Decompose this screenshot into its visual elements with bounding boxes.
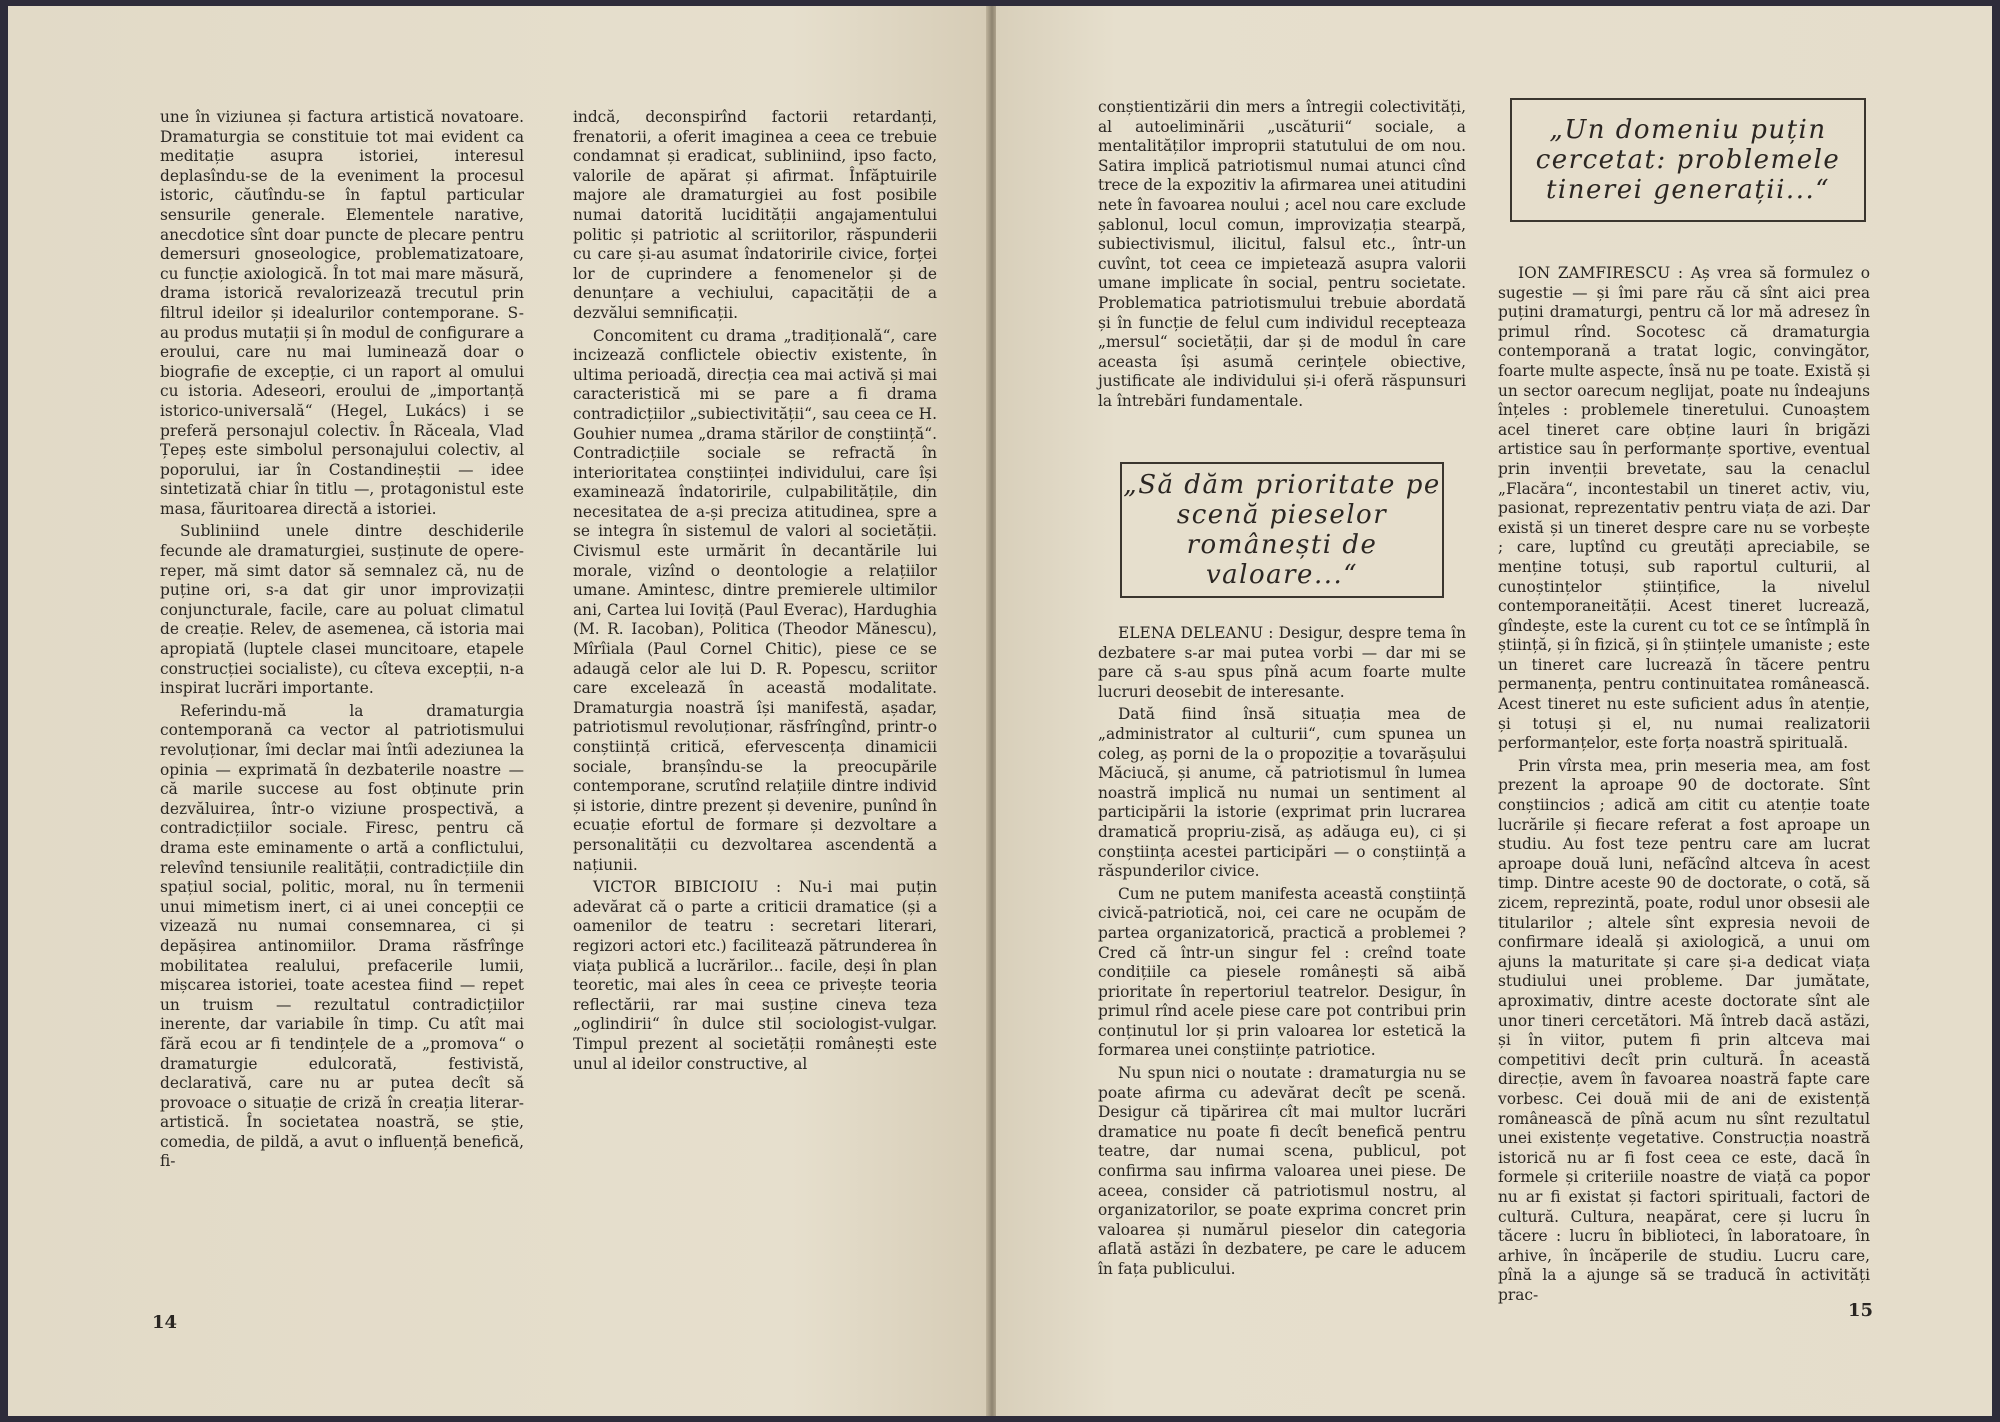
- paragraph: VICTOR BIBICIOIU : Nu-i mai puțin adevărat că o parte a criticii dramatice (și a oamenilor de teatru : secretari literari, regizori actori etc.) facilitează pătrunderea în viața publică a lucrărilor... facile, deși în plan teoretic, mai ales în ceea ce privește teoria reflectării, rar mai susține cineva teza „oglindirii“ în dulce stil sociologist-vulgar. Timpul prezent al societății românești este unul al ideilor constructive, al: [573, 878, 937, 1073]
- page-number: 14: [152, 1312, 178, 1333]
- page-number: 15: [1848, 1300, 1874, 1321]
- paragraph: Subliniind unele dintre deschiderile fecunde ale dramaturgiei, susținute de opere-reper, mă simt dator să semnalez că, nu de puține ori, s-a dat gir unor improvizații conjuncturale, facile, care au poluat climatul de creație. Relev, de asemenea, că istoria mai apropiată (luptele clasei muncitoare, etapele construcției socialiste), cu cîteva excepții, n-a inspirat lucrări importante.: [160, 522, 524, 698]
- paragraph: ION ZAMFIRESCU : Aș vrea să formulez o sugestie — și îmi pare rău că sînt aici prea puțini dramaturgi, pentru că lor mă adresez în primul rînd. Socotesc că dramaturgia contemporană a tratat logic, convingător, foarte multe aspecte, însă nu pe toate. Există și un sector oarecum neglijat, poate nu îndeajuns înțeles : problemele tineretului. Cunoaștem acel tineret care obține lauri în brigăzi artistice sau în performanțe sportive, eventual prin invenții brevetate, sau la cenaclul „Flacăra“, incontestabil un tineret activ, viu, pasionat, reprezentativ pentru viața de azi. Dar există și un tineret despre care nu se vorbește ; care, luptînd cu greutăți apreciabile, se menține totuși, sub raportul culturii, al cunoștințelor științifice, la nivelul contemporaneității. Acest tineret lucrează, gîndește, este la curent cu tot ce se întîmplă în știință, și în fizică, și în științele umaniste ; este un tineret care lucrează în tăcere pentru permanența, pentru continuitatea românească. Acest tineret nu este suficient adus în atenție, și totuși și el, nu numai realizatorii performanțelor, este forța noastră spirituală.: [1498, 264, 1870, 753]
- paragraph: Nu spun nici o noutate : dramaturgia nu se poate afirma cu adevărat decît pe scenă. Desigur că tipărirea cît mai multor lucrări dramatice nu poate fi decît benefică pentru teatre, dar numai scena, publicul, pot confirma sau infirma valoarea unei piese. De aceea, consider că patriotismul nostru, al organizatorilor, se poate exprima concret prin valoarea și numărul pieselor din categoria aflată astăzi în dezbatere, pe care le aducem în fața publicului.: [1098, 1064, 1466, 1278]
- right-page: [996, 6, 1992, 1416]
- book-spread: [8, 6, 1992, 1416]
- paragraph: Concomitent cu drama „tradițională“, care incizează conflictele obiectiv existente, în ultima perioadă, direcția cea mai activă și mai caracteristică mi se pare a fi drama contradicțiilor „subiectivității“, sau ceea ce H. Gouhier numea „drama stărilor de conștiință“. Contradicțiile sociale se refractă în interioritatea conștiinței individului, care își examinează îndatoririle, culpabilitățile, din necesitatea de a-și preciza atitudinea, spre a se integra în sistemul de valori al societății. Civismul este urmărit în decantările lui morale, vizînd o deontologie a relațiilor umane. Amintesc, dintre premierele ultimilor ani, Cartea lui Ioviță (Paul Everac), Hardughia (M. R. Iacoban), Politica (Theodor Mănescu), Mîrîiala (Paul Cornel Chitic), piese ce se adaugă celor ale lui D. R. Popescu, scriitor care excelează în această modalitate. Dramaturgia noastră își manifestă, așadar, patriotismul revoluționar, răsfrîngînd, printr-o conștiință critică, efervescența dinamicii sociale, branșîndu-se la preocupările contemporane, scrutînd relațiile dintre individ și istorie, dintre prezent și devenire, punînd în ecuație efortul de formare și dezvoltare a personalității cu dezvoltarea ascendentă a națiunii.: [573, 326, 937, 874]
- pull-quote-box-2: [1510, 98, 1866, 222]
- left-column-1: [160, 108, 524, 1175]
- right-column-1-bottom: [1098, 624, 1466, 1283]
- right-column-2: [1498, 264, 1870, 1308]
- pull-quote-box-1: [1120, 462, 1444, 598]
- paragraph: une în viziunea și factura artistică novatoare. Dramaturgia se constituie tot mai evident ca meditație asupra istoriei, interesul deplasîndu-se de la eveniment la procesul istoric, căutîndu-se în faptul particular sensurile generale. Elementele narative, anecdotice sînt doar puncte de plecare pentru demersuri gnoseologice, problematizatoare, cu funcție axiologică. În tot mai mare măsură, drama istorică revalorizează trecutul prin filtrul ideilor și idealurilor contemporane. S-au produs mutații și în modul de configurare a eroului, care nu mai luminează doar o biografie de excepție, ci un raport al omului cu istoria. Adeseori, eroului de „importanță istorico-universală“ (Hegel, Lukács) i se preferă personajul colectiv. În Răceala, Vlad Țepeș este simbolul personajului colectiv, al poporului, iar în Costandineștii — idee sintetizată chiar în titlu —, protagonistul este masa, făuritoarea directă a istoriei.: [160, 108, 524, 518]
- pull-quote-title: „Un domeniu puțin cercetat: problemele tinerei generații...“: [1535, 115, 1841, 205]
- paragraph: Cum ne putem manifesta această conștiință civică-patriotică, noi, cei care ne ocupăm de partea organizatorică, practică a problemei ? Cred că într-un singur fel : creînd toate condițiile ca piesele românești să aibă prioritate în repertoriul teatrelor. Desigur, în primul rînd acele piese care pot contribui prin conținutul lor și prin valoarea lor estetică la formarea unei conștiințe patriotice.: [1098, 884, 1466, 1060]
- pull-quote-title: „Să dăm prioritate pe scenă pieselor românești de valoare...“: [1123, 470, 1441, 590]
- paragraph: Dată fiind însă situația mea de „administrator al culturii“, cum spunea un coleg, aș porni de la o propoziție a tovarășului Măciucă, și anume, că patriotismul în lumea noastră implică nu numai un sentiment al participării la istorie (exprimat prin lucrarea dramatică propriu-zisă, aș adăuga eu), ci și conștiința acestei participări — o conștiință a răspunderilor civice.: [1098, 705, 1466, 881]
- paragraph: conștientizării din mers a întregii colectivități, al autoeliminării „uscăturii“ sociale, a mentalităților improprii statutului de om nou. Satira implică patriotismul numai atunci cînd trece de la expozitiv la afirmarea unei atitudini nete în favoarea noului ; acel nou care exclude șablonul, locul comun, improvizația stearpă, subiectivismul, ilicitul, falsul etc., într-un cuvînt, tot ceea ce impietează asupra valorii umane implicate în social, pentru societate. Problematica patriotismului trebuie abordată și în funcție de felul cum individul recepteaza „mersul“ societății, dar și de modul în care aceasta își asumă cerințele obiective, justificate ale individului și-i oferă răspunsuri la întrebări fundamentale.: [1098, 98, 1466, 410]
- paragraph: indcă, deconspirînd factorii retardanți, frenatorii, a oferit imaginea a ceea ce trebuie condamnat și eradicat, subliniind, ipso facto, valorile de apărat și afirmat. Înfăptuirile majore ale dramaturgiei au fost posibile numai datorită lucidității angajamentului politic și patriotic al scriitorilor, răspunderii cu care și-au asumat îndatoririle civice, forței lor de cuprindere a fenomenelor și de denunțare a vechiului, capacității de a dezvălui semnificații.: [573, 108, 937, 322]
- left-column-2: [573, 108, 937, 1077]
- paragraph: Referindu-mă la dramaturgia contemporană ca vector al patriotismului revoluționar, îmi declar mai întîi adeziunea la opinia — exprimată în dezbaterile noastre — că marile succese au fost obținute prin dezvăluirea, într-o viziune prospectivă, a contradicțiilor sociale. Firesc, pentru că drama este eminamente o artă a conflictului, relevînd tensiunile realității, contradicțiile din spațiul social, politic, moral, nu în termenii unui mimetism inert, ci ai unei concepții ce vizează nu numai consemnarea, ci și depășirea antinomiilor. Drama răsfrînge mobilitatea realului, prefacerile lumii, mișcarea istoriei, toate acestea fiind — repet un truism — rezultatul contradicțiilor inerente, dar variabile în timp. Cu atît mai fără ecou ar fi tendințele de a „promova“ o dramaturgie edulcorată, festivistă, declarativă, care nu ar putea decît să provoace o situație de criză în creația literar-artistică. În societatea noastră, se știe, comedia, de pildă, a avut o influență benefică, fi-: [160, 701, 524, 1171]
- paragraph: ELENA DELEANU : Desigur, despre tema în dezbatere s-ar mai putea vorbi — dar mi se pare că s-au spus pînă acum foarte multe lucruri deosebit de interesante.: [1098, 624, 1466, 701]
- right-column-1-top: [1098, 98, 1466, 415]
- paragraph: Prin vîrsta mea, prin meseria mea, am fost prezent la aproape 90 de doctorate. Sînt conștiincios ; adică am citit cu atenție toate lucrările și fiecare referat a fost aproape un studiu. Au fost teze pentru care am lucrat aproape două luni, nefăcînd altceva în acest timp. Dintre aceste 90 de doctorate, o cotă, să zicem, reprezintă, poate, rodul unor obsesii ale titularilor ; altele sînt expresia nevoii de confirmare ideală și axiologică, a unui om ajuns la maturitate și care și-a dedicat viața studiului unei probleme. Dar jumătate, aproximativ, dintre aceste doctorate sînt ale unor tineri cercetători. Mă întreb dacă astăzi, și în viitor, putem fi prin altceva mai competitivi decît prin cultură. În această direcție, avem în favoarea noastră fapte care vorbesc. Cei două mii de ani de existență românească de pînă acum nu sînt rezultatul unei existențe vegetative. Construcția noastră istorică nu ar fi fost ceea ce este, dacă în formele și criteriile noastre de viață ca popor nu ar fi existat și factori spirituali, factori de cultură. Cultura, neapărat, cere și lucru în tăcere : lucru în biblioteci, în laboratoare, în arhive, în încăperile de studiu. Lucru care, pînă la a ajunge să se traducă în activități prac-: [1498, 756, 1870, 1304]
- left-page: [8, 6, 988, 1416]
